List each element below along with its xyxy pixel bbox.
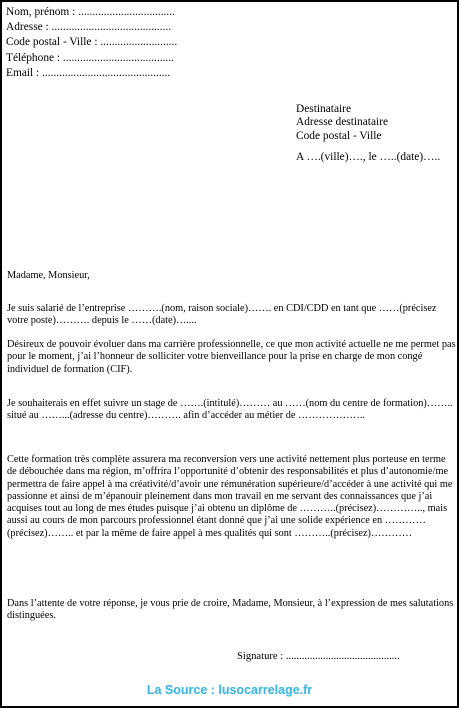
place-date-line: A ….(ville)…., le …..(date)…..	[296, 151, 441, 164]
paragraph-benefits: Cette formation très complète assurera ma reconversion vers une activité nettement plus porteuse en terme de débouchée dans ma région, m’offrira l’opportunité d’obtenir des responsabilités et plus d’autonomie/me permettra de faire appel à ma créativité/d’avoir une rémunération supérieure/d’accéder à une activité qui me passionne et ainsi de m’épanouir pleinement dans mon travail en me servant des connaissances que j’ai acquises tout au long de mes études puisque j’ai obtenu un diplôme de ………..(précisez)………….., mais aussi au cours de mon parcours professionnel étant donné que j’ai une solide expérience en …………(précisez)…….. et par la même de faire appel à mes qualités qui sont ………..(précisez)…………	[7, 454, 453, 539]
paragraph-employment: Je suis salarié de l’entreprise ……….(nom, raison sociale)……. en CDI/CDD en tant que ……(précisez votre poste)………. depuis le ……(date)…....	[7, 303, 437, 327]
source-credit: La Source : lusocarrelage.fr	[146, 683, 313, 697]
signature-line: Signature : ...........................................	[237, 651, 400, 662]
paragraph-closing: Dans l’attente de votre réponse, je vous prie de croire, Madame, Monsieur, à l’expression de mes salutations distinguées.	[7, 598, 454, 622]
paragraph-training: Je souhaiterais en effet suivre un stage de …….(intitulé)……… au ……(nom du centre de formation)…….. situé au ……...(adresse du centre)………. afin d’accéder au métier de ………………..	[7, 398, 453, 422]
paragraph-motivation: Désireux de pouvoir évoluer dans ma carrière professionnelle, ce que mon activité actuelle ne me permet pas pour le moment, j’ai l’honneur de solliciter votre bienveillance pour la prise en charge de mon congé individuel de formation (CIF).	[7, 339, 456, 375]
sender-address-line: Adresse : ..........................................	[6, 21, 172, 34]
recipient-city: Code postal - Ville	[296, 129, 382, 142]
salutation: Madame, Monsieur,	[7, 270, 90, 281]
sender-block	[6, 5, 177, 81]
recipient-block	[296, 103, 440, 165]
recipient-name: Destinataire	[296, 103, 352, 115]
sender-name-line: Nom, prénom : ..................................	[6, 6, 175, 18]
sender-email-line: Email : .............................................	[6, 66, 171, 79]
sender-city-line: Code postal - Ville : ...........................	[6, 36, 178, 49]
recipient-address: Adresse destinataire	[296, 116, 389, 129]
sender-phone-line: Téléphone : .......................................	[6, 51, 174, 64]
